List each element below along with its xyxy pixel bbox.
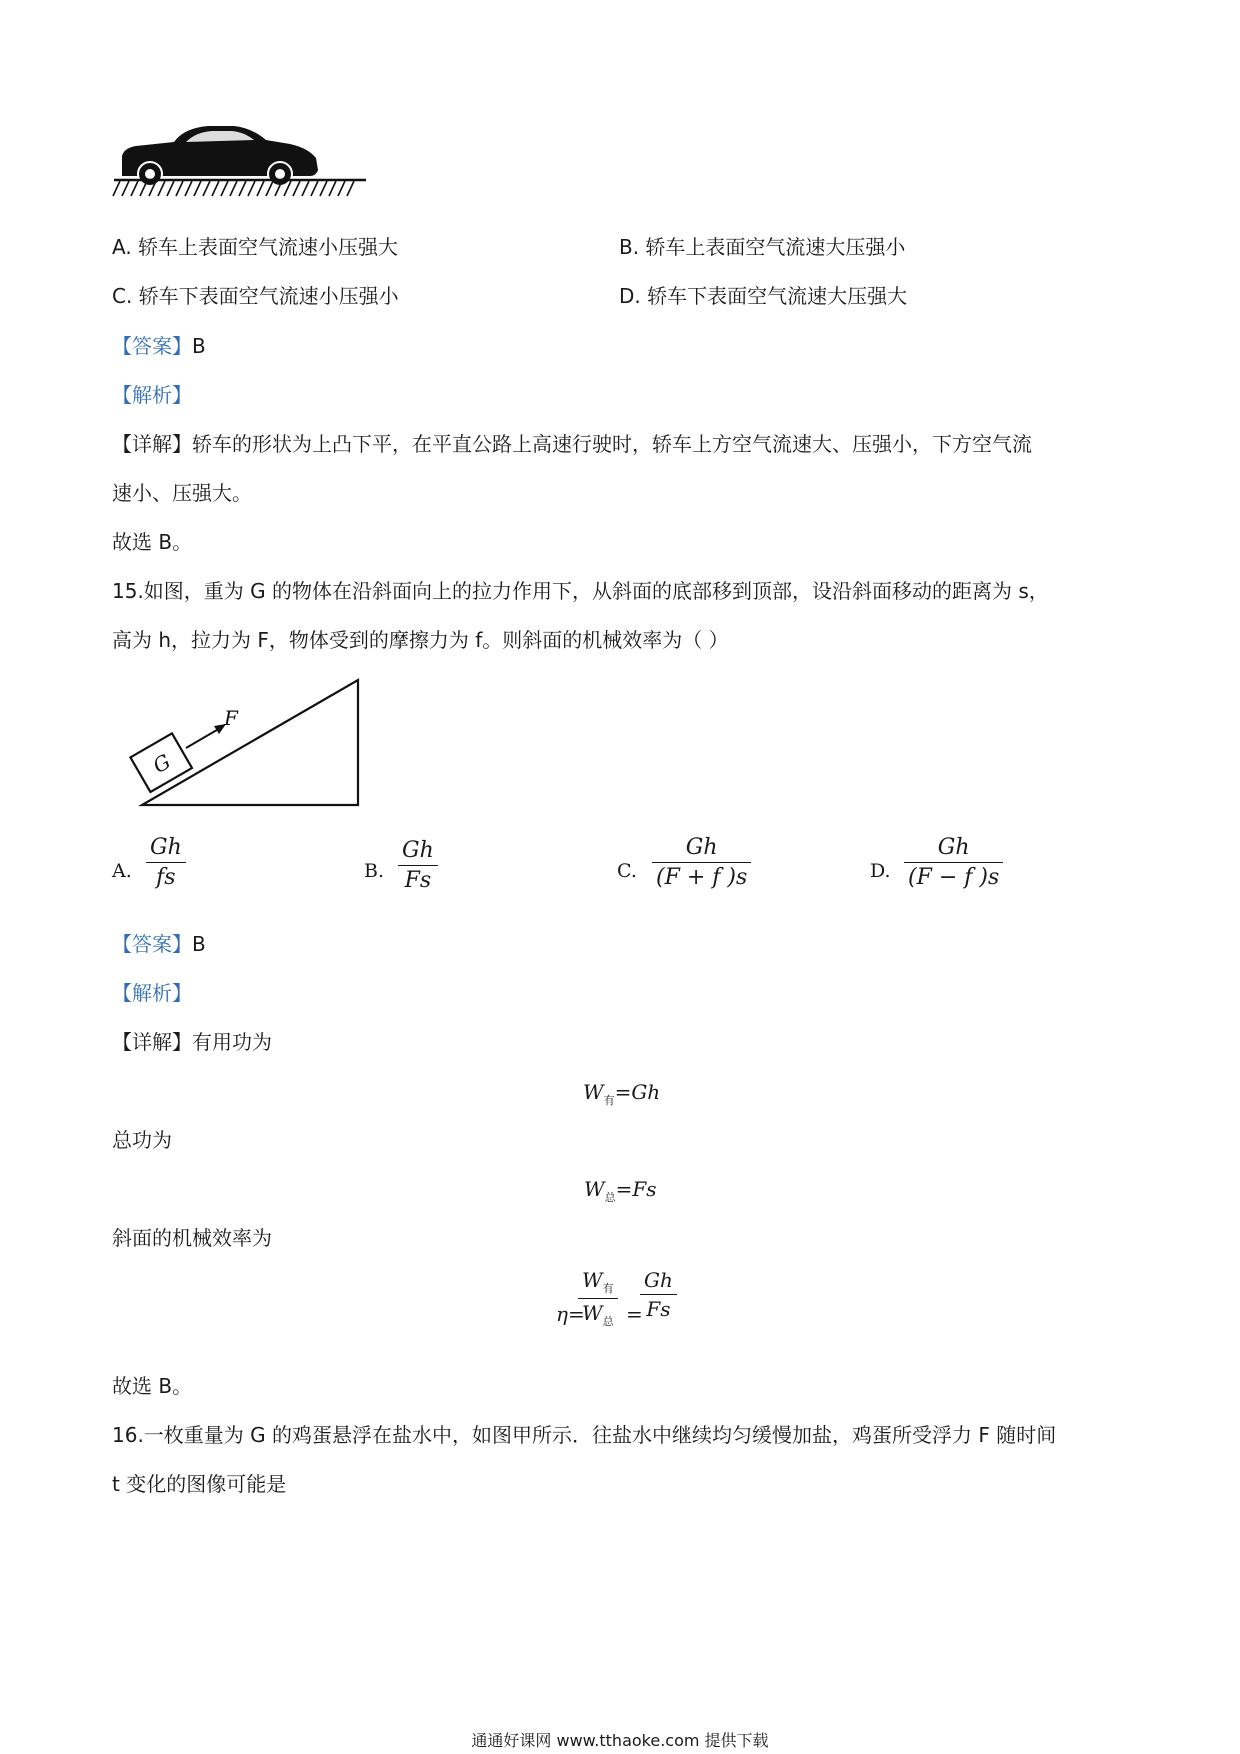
hatch-mark (131, 181, 138, 196)
formula-rhs: =Fs (615, 1177, 657, 1201)
option-d-fraction (904, 835, 1003, 890)
hatch-mark (176, 181, 183, 196)
hatch-mark (212, 181, 219, 196)
denominator: fs (156, 865, 176, 890)
w-symbol: W (584, 1177, 605, 1201)
subscript: 有 (602, 1282, 614, 1295)
option-c: C. 轿车下表面空气流速小压强小 (112, 284, 399, 308)
hatch-mark (194, 181, 201, 196)
eta-fraction-w (578, 1268, 618, 1329)
numerator: Gh (150, 835, 182, 860)
incline-figure (118, 675, 368, 815)
subscript: 有 (603, 1094, 615, 1107)
analysis-tag: 【解析】 (112, 383, 192, 407)
hatch-mark (221, 181, 228, 196)
denominator: Fs (404, 868, 432, 893)
hatch-mark (239, 181, 246, 196)
denominator: Fs (646, 1297, 671, 1321)
hatch-mark (329, 181, 336, 196)
numerator: Gh (402, 838, 434, 863)
w-symbol: W (582, 1268, 603, 1292)
question-16-line-1: 16.一枚重量为 G 的鸡蛋悬浮在盐水中，如图甲所示．往盐水中继续均匀缓慢加盐，鸡蛋所受浮力 F 随时间 (112, 1423, 1057, 1447)
question-15-line-2: 高为 h，拉力为 F，物体受到的摩擦力为 f。则斜面的机械效率为（ ） (112, 628, 729, 652)
answer-line (112, 332, 206, 360)
hatch-mark (122, 181, 129, 196)
hatch-mark (302, 181, 309, 196)
answer-line (112, 930, 206, 958)
detail-tag: 【详解】 (112, 432, 192, 456)
subscript: 总 (604, 1191, 616, 1204)
denominator: (F + f )s (656, 865, 748, 890)
option-a-fraction (146, 835, 186, 890)
option-c-label: C. (617, 860, 637, 882)
conclusion: 故选 B。 (112, 530, 193, 554)
block-label: G (148, 749, 175, 778)
analysis-tag: 【解析】 (112, 981, 192, 1005)
option-a: A. 轿车上表面空气流速小压强大 (112, 235, 399, 259)
detail-line-2: 速小、压强大。 (112, 481, 252, 505)
detail-text: 轿车的形状为上凸下平，在平直公路上高速行驶时，轿车上方空气流速大、压强小，下方空气流 (192, 432, 1032, 456)
formula-rhs: =Gh (614, 1080, 661, 1104)
w-symbol: W (582, 1301, 603, 1325)
question-16-line-2: t 变化的图像可能是 (112, 1472, 287, 1496)
hatch-mark (293, 181, 300, 196)
denominator: (F − f )s (908, 865, 1000, 890)
question-15-line-1: 15.如图，重为 G 的物体在沿斜面向上的拉力作用下，从斜面的底部移到顶部，设沿斜面移动的距离为 s， (112, 579, 1049, 603)
car-figure (112, 118, 372, 204)
eta-lhs: η= (556, 1302, 585, 1326)
option-d: D. 轿车下表面空气流速大压强大 (619, 284, 908, 308)
numerator: Gh (937, 835, 970, 860)
option-d-label: D. (870, 860, 891, 882)
eta-equals: = (626, 1302, 643, 1326)
answer-value: B (192, 932, 206, 956)
hatch-mark (185, 181, 192, 196)
detail-tag: 【详解】 (112, 1030, 192, 1054)
hatch-mark (257, 181, 264, 196)
numerator: Gh (644, 1268, 673, 1292)
option-b-fraction (398, 838, 438, 893)
hatch-mark (338, 181, 345, 196)
answer-tag: 【答案】 (112, 334, 192, 358)
force-label: F (224, 706, 238, 730)
option-b: B. 轿车上表面空气流速大压强小 (619, 235, 906, 259)
hatch-mark (167, 181, 174, 196)
formula-useful-work (583, 1080, 660, 1108)
option-c-fraction (652, 835, 751, 890)
hatch-mark (248, 181, 255, 196)
subscript: 总 (602, 1315, 614, 1328)
hatch-mark (230, 181, 237, 196)
conclusion: 故选 B。 (112, 1374, 193, 1398)
answer-value: B (192, 334, 206, 358)
car-icon (122, 126, 318, 186)
detail-line-1 (112, 430, 1032, 458)
option-b-label: B. (364, 860, 385, 882)
formula-total-work (584, 1177, 656, 1205)
option-a-label: A. (112, 860, 132, 882)
answer-tag: 【答案】 (112, 932, 192, 956)
hatch-mark (266, 181, 273, 196)
detail-text: 有用功为 (192, 1030, 272, 1054)
hatch-mark (320, 181, 327, 196)
hatch-mark (311, 181, 318, 196)
hatch-mark (347, 181, 354, 196)
detail-line (112, 1028, 272, 1056)
eta-fraction-gh (640, 1268, 677, 1321)
hatch-mark (113, 181, 120, 196)
w-symbol: W (583, 1080, 604, 1104)
total-work-text: 总功为 (112, 1128, 172, 1152)
numerator: Gh (685, 835, 718, 860)
footer-watermark: 通通好课网 www.tthaoke.com 提供下载 (471, 1731, 769, 1750)
efficiency-text: 斜面的机械效率为 (112, 1226, 272, 1250)
hatch-mark (203, 181, 210, 196)
